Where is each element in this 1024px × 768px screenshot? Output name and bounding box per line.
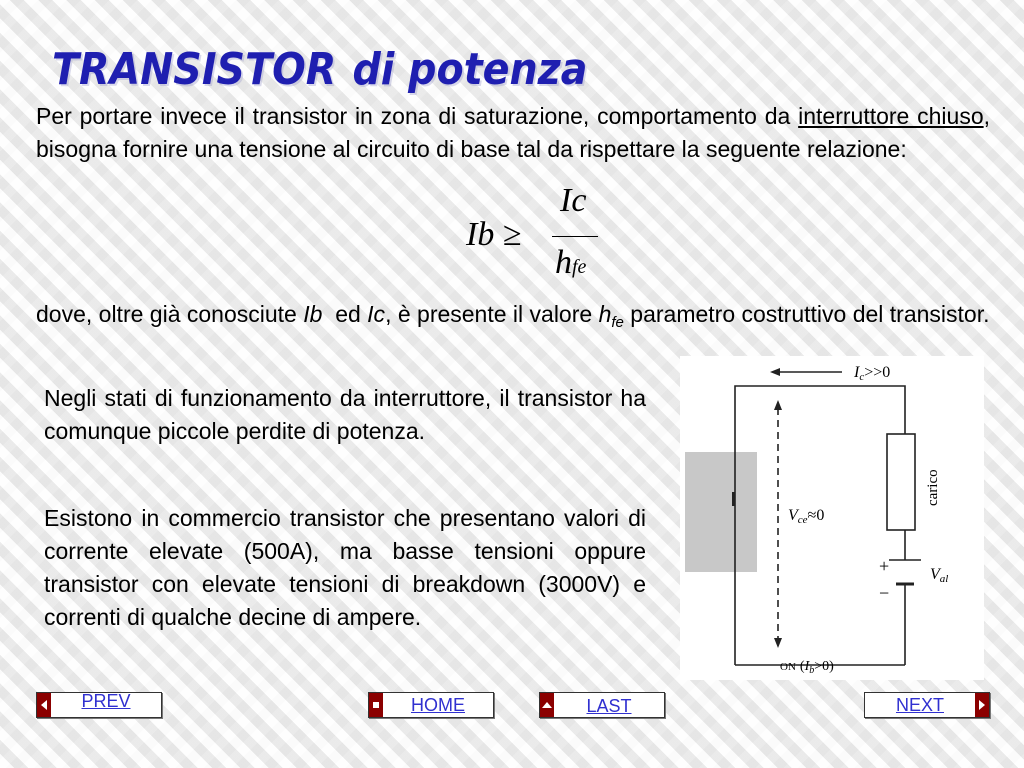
battery-plus: +	[879, 556, 890, 576]
page-title	[52, 44, 587, 95]
formula-den-main: h	[555, 244, 572, 281]
commercial-paragraph: Esistono in commercio transistor che presentano valori di corrente elevate (500A), ma basse tensioni oppure transistor con elevate tensioni di breakdown (3000V) e correnti di qualche decine di ampere.	[44, 505, 646, 630]
intro-text-start: Per portare invece il transistor in zona di saturazione, comportamento da	[36, 103, 791, 129]
current-arrow-head	[770, 368, 780, 376]
circuit-diagram	[680, 356, 984, 680]
expl-text-3: , è presente il valore	[385, 301, 593, 327]
intro-text-end: , bisogna fornire una tensione al circuito di base tal da rispettare la seguente relazione:	[36, 103, 991, 162]
prev-label: PREV	[81, 690, 131, 711]
formula-fraction-bar	[552, 236, 598, 237]
formula-den-sub: fe	[572, 256, 587, 278]
expl-text-1: dove, oltre già conosciute	[36, 301, 297, 327]
next-arrow-icon	[975, 693, 989, 717]
explanation-paragraph	[36, 298, 990, 339]
losses-paragraph: Negli stati di funzionamento da interruttore, il transistor ha comunque piccole perdite di potenza.	[44, 385, 646, 444]
expl-text-2: ed	[335, 301, 361, 327]
val-label: Val	[930, 566, 949, 585]
title-part2: di potenza	[352, 44, 588, 95]
last-button[interactable]	[539, 692, 665, 718]
formula-lhs	[466, 216, 522, 254]
battery-minus: −	[879, 583, 890, 603]
vce-label: Vce≈0	[788, 507, 825, 526]
home-square-icon	[369, 693, 383, 717]
formula-numerator: Ic	[560, 182, 587, 219]
last-up-arrow-icon	[540, 693, 554, 717]
expl-ib: Ib	[303, 301, 323, 327]
expl-h-sub: fe	[611, 314, 624, 331]
formula-denominator	[555, 244, 586, 282]
intro-underlined-term: interruttore chiuso	[798, 103, 984, 129]
home-label: HOME	[411, 694, 465, 715]
title-part1: TRANSISTOR	[52, 44, 337, 95]
circuit-wire-top	[735, 386, 905, 665]
formula-ib: Ib	[466, 216, 495, 253]
current-label: Ic>>0	[854, 364, 891, 383]
intro-paragraph	[36, 100, 990, 166]
formula-relation: ≥	[502, 216, 522, 253]
next-button[interactable]	[864, 692, 990, 718]
load-resistor	[887, 434, 915, 530]
expl-ic: Ic	[367, 301, 386, 327]
on-label: ON $(I_b>0)$	[780, 659, 834, 676]
circuit-svg	[680, 356, 984, 680]
prev-button[interactable]	[36, 692, 162, 718]
expl-text-4: parametro costruttivo del transistor.	[630, 301, 990, 327]
expl-h: h	[598, 301, 612, 327]
last-label: LAST	[586, 695, 632, 716]
vce-arrow-bottom	[774, 638, 782, 648]
home-button[interactable]	[368, 692, 494, 718]
switch-shading	[685, 452, 757, 572]
next-label: NEXT	[895, 694, 944, 715]
saturation-formula	[466, 182, 616, 286]
vce-arrow-top	[774, 400, 782, 410]
load-label: carico	[925, 469, 941, 506]
prev-arrow-icon	[37, 693, 51, 717]
